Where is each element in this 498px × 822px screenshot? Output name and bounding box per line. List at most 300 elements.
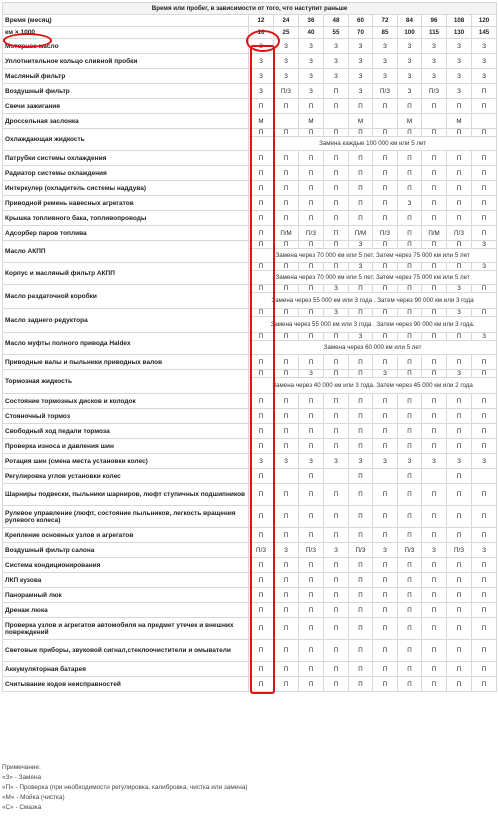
schedule-cell: З <box>472 454 497 469</box>
schedule-cell: П <box>324 355 349 370</box>
schedule-cell: П <box>373 211 398 226</box>
table-row <box>3 54 497 69</box>
schedule-cell: П <box>422 662 447 677</box>
schedule-cell: П <box>249 285 274 293</box>
schedule-cell: П <box>299 424 324 439</box>
schedule-cell: П <box>249 618 274 640</box>
schedule-cell: П <box>249 677 274 692</box>
schedule-cell: П <box>324 99 349 114</box>
row-name: Приводные валы и пыльники приводных валов <box>3 355 249 370</box>
schedule-cell: П <box>324 211 349 226</box>
table-row <box>3 439 497 454</box>
schedule-cell <box>373 469 398 484</box>
schedule-cell: З <box>349 84 373 99</box>
schedule-cell: П <box>274 211 299 226</box>
row-note: Замена через 40 000 км или 3 года. Затем через 45 000 км или 2 года <box>249 378 497 394</box>
schedule-cell: П <box>324 181 349 196</box>
schedule-cell: П <box>324 241 349 249</box>
schedule-cell: П <box>447 166 472 181</box>
row-note: Замена через 70 000 км или 5 лет. Затем через 75 000 км или 5 лет <box>249 249 497 263</box>
schedule-cell: З <box>324 54 349 69</box>
schedule-cell: П <box>249 506 274 528</box>
schedule-cell: П <box>422 196 447 211</box>
km-header: 85 <box>373 27 398 39</box>
schedule-cell: П <box>349 662 373 677</box>
schedule-cell: П <box>422 166 447 181</box>
schedule-cell: П <box>274 573 299 588</box>
km-row <box>3 27 497 39</box>
months-label: Время (месяц) <box>3 15 249 27</box>
table-row <box>3 333 497 341</box>
km-header: 100 <box>398 27 422 39</box>
schedule-cell: П <box>249 424 274 439</box>
schedule-cell: П <box>447 211 472 226</box>
schedule-cell: П <box>274 394 299 409</box>
table-row <box>3 241 497 249</box>
schedule-cell: П <box>398 424 422 439</box>
schedule-cell: П <box>447 394 472 409</box>
schedule-cell <box>324 114 349 129</box>
schedule-cell: П <box>447 603 472 618</box>
schedule-cell: П <box>373 355 398 370</box>
schedule-cell: П <box>373 439 398 454</box>
note-line: «З» - Замена <box>2 774 42 781</box>
schedule-cell: П <box>447 439 472 454</box>
row-name: Состояние тормозных дисков и колодок <box>3 394 249 409</box>
schedule-cell: П <box>274 151 299 166</box>
schedule-cell: П <box>422 151 447 166</box>
schedule-cell: М <box>398 114 422 129</box>
schedule-cell: П <box>472 573 497 588</box>
schedule-cell: З <box>447 309 472 317</box>
km-header: 10 <box>249 27 274 39</box>
schedule-cell: П <box>299 196 324 211</box>
schedule-cell: П <box>422 129 447 137</box>
schedule-cell: З <box>447 69 472 84</box>
schedule-cell: П <box>472 484 497 506</box>
schedule-cell: П <box>324 226 349 241</box>
schedule-cell: З <box>373 454 398 469</box>
schedule-cell: П <box>398 640 422 662</box>
schedule-cell: П <box>324 333 349 341</box>
schedule-cell: П <box>324 424 349 439</box>
schedule-cell: П <box>447 588 472 603</box>
schedule-cell: П <box>398 662 422 677</box>
schedule-cell: П <box>274 558 299 573</box>
table-row <box>3 558 497 573</box>
table-row <box>3 409 497 424</box>
schedule-cell: П <box>324 129 349 137</box>
schedule-cell: П <box>447 409 472 424</box>
month-header: 120 <box>472 15 497 27</box>
schedule-cell: П <box>299 309 324 317</box>
schedule-cell: П <box>422 603 447 618</box>
row-name: Рулевое управление (люфт, состояние пыльников, легкость вращения рулевого колеса) <box>3 506 249 528</box>
table-row <box>3 285 497 293</box>
schedule-cell: П <box>373 181 398 196</box>
schedule-cell: П <box>349 355 373 370</box>
km-label: км × 1000 <box>3 27 249 39</box>
schedule-cell: П <box>398 129 422 137</box>
schedule-cell: М <box>299 114 324 129</box>
schedule-cell: П <box>472 211 497 226</box>
schedule-cell: З <box>447 39 472 54</box>
schedule-cell: П <box>349 506 373 528</box>
row-name: Корпус и масляный фильтр АКПП <box>3 263 249 285</box>
schedule-cell: П <box>249 528 274 543</box>
schedule-cell: П <box>373 640 398 662</box>
table-row <box>3 618 497 640</box>
schedule-cell: З <box>249 39 274 54</box>
schedule-cell: П <box>249 484 274 506</box>
schedule-cell: П <box>349 528 373 543</box>
table-title-row <box>3 3 497 15</box>
row-name: Моторное масло <box>3 39 249 54</box>
schedule-cell: П <box>398 588 422 603</box>
notes-heading: Примечание: <box>2 764 41 771</box>
table-row <box>3 226 497 241</box>
schedule-cell: П <box>472 618 497 640</box>
schedule-cell: П <box>349 439 373 454</box>
schedule-cell: П <box>422 677 447 692</box>
schedule-cell: П <box>349 285 373 293</box>
note-line: «П» - Проверка (при необходимости регулировка, калибровка, чистка или замена) <box>2 784 248 791</box>
month-header: 96 <box>422 15 447 27</box>
schedule-cell: П <box>324 409 349 424</box>
schedule-cell: П <box>447 558 472 573</box>
schedule-cell: П <box>249 99 274 114</box>
schedule-cell: П <box>349 618 373 640</box>
schedule-cell: П <box>274 99 299 114</box>
schedule-cell: З <box>472 333 497 341</box>
schedule-cell: З <box>249 69 274 84</box>
table-row <box>3 39 497 54</box>
schedule-cell: П <box>373 528 398 543</box>
table-row <box>3 640 497 662</box>
schedule-cell: З <box>422 54 447 69</box>
schedule-cell: П <box>274 618 299 640</box>
schedule-cell: П <box>398 211 422 226</box>
schedule-cell: П/З <box>299 543 324 558</box>
table-row <box>3 114 497 129</box>
schedule-cell: П/З <box>447 543 472 558</box>
schedule-cell: П <box>274 640 299 662</box>
schedule-cell: З <box>422 39 447 54</box>
row-name: ЛКП кузова <box>3 573 249 588</box>
km-header: 70 <box>349 27 373 39</box>
table-row <box>3 454 497 469</box>
schedule-cell: П <box>274 677 299 692</box>
schedule-cell <box>274 469 299 484</box>
schedule-cell: П <box>299 439 324 454</box>
schedule-cell: П <box>422 506 447 528</box>
schedule-cell: П <box>274 196 299 211</box>
schedule-cell: П <box>398 439 422 454</box>
schedule-cell: П/З <box>299 226 324 241</box>
note-line: «С» - Смазка <box>2 804 42 811</box>
schedule-cell: П <box>299 558 324 573</box>
schedule-cell: З <box>299 454 324 469</box>
km-header: 40 <box>299 27 324 39</box>
schedule-cell: М <box>249 114 274 129</box>
row-name: Воздушный фильтр <box>3 84 249 99</box>
row-name: Масляный фильтр <box>3 69 249 84</box>
schedule-cell: П <box>249 196 274 211</box>
schedule-cell: П <box>472 309 497 317</box>
schedule-cell: П <box>249 355 274 370</box>
schedule-cell: П <box>249 469 274 484</box>
schedule-cell: П <box>249 263 274 271</box>
schedule-cell: П <box>472 603 497 618</box>
schedule-cell: П <box>472 409 497 424</box>
schedule-cell: П <box>422 355 447 370</box>
schedule-cell: П <box>447 640 472 662</box>
row-note: Замена каждые 100 000 км или 5 лет <box>249 137 497 151</box>
table-row <box>3 99 497 114</box>
schedule-cell: П <box>274 439 299 454</box>
schedule-cell: П <box>447 151 472 166</box>
schedule-cell: П <box>373 677 398 692</box>
schedule-cell: П <box>299 151 324 166</box>
schedule-cell: П <box>422 181 447 196</box>
schedule-cell: З <box>422 543 447 558</box>
schedule-cell: П <box>422 370 447 378</box>
schedule-cell: П <box>447 424 472 439</box>
schedule-cell: П <box>324 603 349 618</box>
schedule-cell: П <box>422 558 447 573</box>
schedule-cell: П <box>373 424 398 439</box>
row-name: Система кондиционирования <box>3 558 249 573</box>
note-line: «М» - Мойка (чистка) <box>2 794 65 801</box>
schedule-cell: П <box>274 506 299 528</box>
schedule-cell: П <box>249 241 274 249</box>
schedule-cell: П <box>398 263 422 271</box>
km-header: 145 <box>472 27 497 39</box>
schedule-cell: П <box>349 424 373 439</box>
schedule-cell: П <box>422 285 447 293</box>
schedule-cell: П <box>349 129 373 137</box>
schedule-cell: П <box>324 558 349 573</box>
table-row <box>3 677 497 692</box>
schedule-cell: П <box>472 355 497 370</box>
schedule-cell: П <box>472 226 497 241</box>
schedule-cell <box>324 469 349 484</box>
schedule-cell <box>472 114 497 129</box>
schedule-cell: П <box>274 309 299 317</box>
schedule-cell: П <box>447 662 472 677</box>
schedule-cell: П <box>274 333 299 341</box>
schedule-cell: З <box>274 69 299 84</box>
schedule-cell: З <box>349 333 373 341</box>
schedule-cell: М <box>447 114 472 129</box>
schedule-cell: П <box>422 309 447 317</box>
schedule-cell: П <box>447 355 472 370</box>
row-name: Охлаждающая жидкость <box>3 129 249 151</box>
row-name: Панорамный люк <box>3 588 249 603</box>
row-name: Свечи зажигания <box>3 99 249 114</box>
table-row <box>3 355 497 370</box>
row-name: Крепление основных узлов и агрегатов <box>3 528 249 543</box>
schedule-cell: П <box>249 603 274 618</box>
schedule-cell: П <box>299 588 324 603</box>
schedule-cell: П <box>447 99 472 114</box>
schedule-cell: З <box>373 543 398 558</box>
row-name: Дроссельная заслонка <box>3 114 249 129</box>
schedule-cell: П <box>472 196 497 211</box>
table-row <box>3 573 497 588</box>
schedule-cell: П/З <box>249 543 274 558</box>
maintenance-table <box>2 2 497 692</box>
schedule-cell: З <box>349 54 373 69</box>
schedule-cell: П <box>324 196 349 211</box>
schedule-cell: П <box>398 285 422 293</box>
schedule-cell: П <box>324 166 349 181</box>
row-note: Замена через 70 000 км или 5 лет. Затем через 75 000 км или 5 лет <box>249 271 497 285</box>
schedule-cell: П/З <box>349 543 373 558</box>
schedule-cell: З <box>472 263 497 271</box>
schedule-cell: П <box>398 241 422 249</box>
row-name: Приводной ремень навесных агрегатов <box>3 196 249 211</box>
schedule-cell: П <box>274 241 299 249</box>
schedule-cell: П <box>398 506 422 528</box>
schedule-cell: П <box>299 181 324 196</box>
schedule-cell: З <box>398 196 422 211</box>
table-row <box>3 84 497 99</box>
schedule-cell: П <box>274 409 299 424</box>
schedule-cell: П <box>249 409 274 424</box>
schedule-cell: П <box>274 528 299 543</box>
schedule-cell: П <box>349 394 373 409</box>
schedule-cell: П <box>324 662 349 677</box>
schedule-cell: П <box>299 394 324 409</box>
schedule-cell: П <box>324 151 349 166</box>
schedule-cell: П <box>398 355 422 370</box>
months-row <box>3 15 497 27</box>
schedule-cell: П <box>324 588 349 603</box>
row-name: Интеркулер (охладитель системы наддува) <box>3 181 249 196</box>
schedule-cell: П <box>447 129 472 137</box>
table-row <box>3 662 497 677</box>
schedule-cell: П <box>349 677 373 692</box>
schedule-cell: П <box>349 603 373 618</box>
schedule-cell: П <box>398 394 422 409</box>
schedule-cell: З <box>249 54 274 69</box>
schedule-cell: П <box>274 355 299 370</box>
row-name: Масло муфты полного привода Haldex <box>3 333 249 355</box>
schedule-cell: П/З <box>373 226 398 241</box>
table-row <box>3 181 497 196</box>
schedule-cell: П <box>472 285 497 293</box>
schedule-cell: П <box>349 309 373 317</box>
schedule-cell: П <box>249 394 274 409</box>
schedule-cell: П <box>349 151 373 166</box>
table-row <box>3 528 497 543</box>
schedule-cell: П <box>274 603 299 618</box>
schedule-cell: П <box>373 129 398 137</box>
schedule-cell: П <box>324 573 349 588</box>
schedule-cell: П/М <box>274 226 299 241</box>
month-header: 72 <box>373 15 398 27</box>
schedule-cell: З <box>299 370 324 378</box>
schedule-cell: З <box>299 69 324 84</box>
schedule-cell: З <box>299 84 324 99</box>
schedule-cell: П/З <box>447 226 472 241</box>
schedule-cell: П <box>299 603 324 618</box>
row-name: Свободный ход педали тормоза <box>3 424 249 439</box>
schedule-cell: П <box>324 263 349 271</box>
schedule-cell: З <box>472 241 497 249</box>
schedule-cell: П <box>324 618 349 640</box>
schedule-cell: П <box>373 506 398 528</box>
schedule-cell: З <box>373 370 398 378</box>
schedule-cell: П <box>398 603 422 618</box>
schedule-cell: П <box>324 640 349 662</box>
legend-notes <box>2 763 248 813</box>
schedule-cell: П <box>398 618 422 640</box>
schedule-cell: П <box>373 151 398 166</box>
table-row <box>3 166 497 181</box>
schedule-cell: З <box>324 39 349 54</box>
schedule-cell: П/З <box>373 84 398 99</box>
row-name: Регулировка углов установки колес <box>3 469 249 484</box>
schedule-cell: П <box>472 181 497 196</box>
table-row <box>3 196 497 211</box>
schedule-cell: З <box>324 543 349 558</box>
schedule-cell: П <box>373 573 398 588</box>
schedule-cell: П <box>447 469 472 484</box>
month-header: 48 <box>324 15 349 27</box>
schedule-cell: З <box>472 39 497 54</box>
schedule-cell: З <box>373 54 398 69</box>
schedule-cell: П <box>422 263 447 271</box>
schedule-cell: П <box>398 677 422 692</box>
schedule-cell: П <box>472 151 497 166</box>
schedule-cell: П <box>299 241 324 249</box>
row-name: Масло раздаточной коробки <box>3 285 249 309</box>
schedule-cell: П <box>422 573 447 588</box>
schedule-cell: П <box>472 166 497 181</box>
schedule-cell: П <box>398 226 422 241</box>
schedule-cell: П <box>249 166 274 181</box>
schedule-cell: П <box>299 469 324 484</box>
schedule-cell: П <box>249 558 274 573</box>
table-row <box>3 484 497 506</box>
schedule-cell: П <box>422 528 447 543</box>
schedule-cell: М <box>349 114 373 129</box>
schedule-cell: П <box>349 181 373 196</box>
schedule-cell: П <box>249 333 274 341</box>
schedule-cell: П <box>472 99 497 114</box>
schedule-cell: П/З <box>398 543 422 558</box>
schedule-cell: П <box>373 618 398 640</box>
schedule-cell: П <box>398 99 422 114</box>
schedule-cell: П <box>299 99 324 114</box>
table-title: Время или пробег, в зависимости от того, что наступит раньше <box>3 3 497 15</box>
schedule-cell: З <box>447 454 472 469</box>
row-name: Тормозная жидкость <box>3 370 249 394</box>
schedule-cell: П <box>398 151 422 166</box>
schedule-cell: З <box>398 69 422 84</box>
schedule-cell: П <box>398 528 422 543</box>
schedule-cell: З <box>373 39 398 54</box>
schedule-cell: П <box>349 469 373 484</box>
schedule-cell: З <box>324 309 349 317</box>
row-name: Стояночный тормоз <box>3 409 249 424</box>
schedule-cell: П <box>373 241 398 249</box>
maintenance-schedule <box>2 2 496 692</box>
schedule-cell: П <box>299 506 324 528</box>
schedule-cell <box>373 114 398 129</box>
